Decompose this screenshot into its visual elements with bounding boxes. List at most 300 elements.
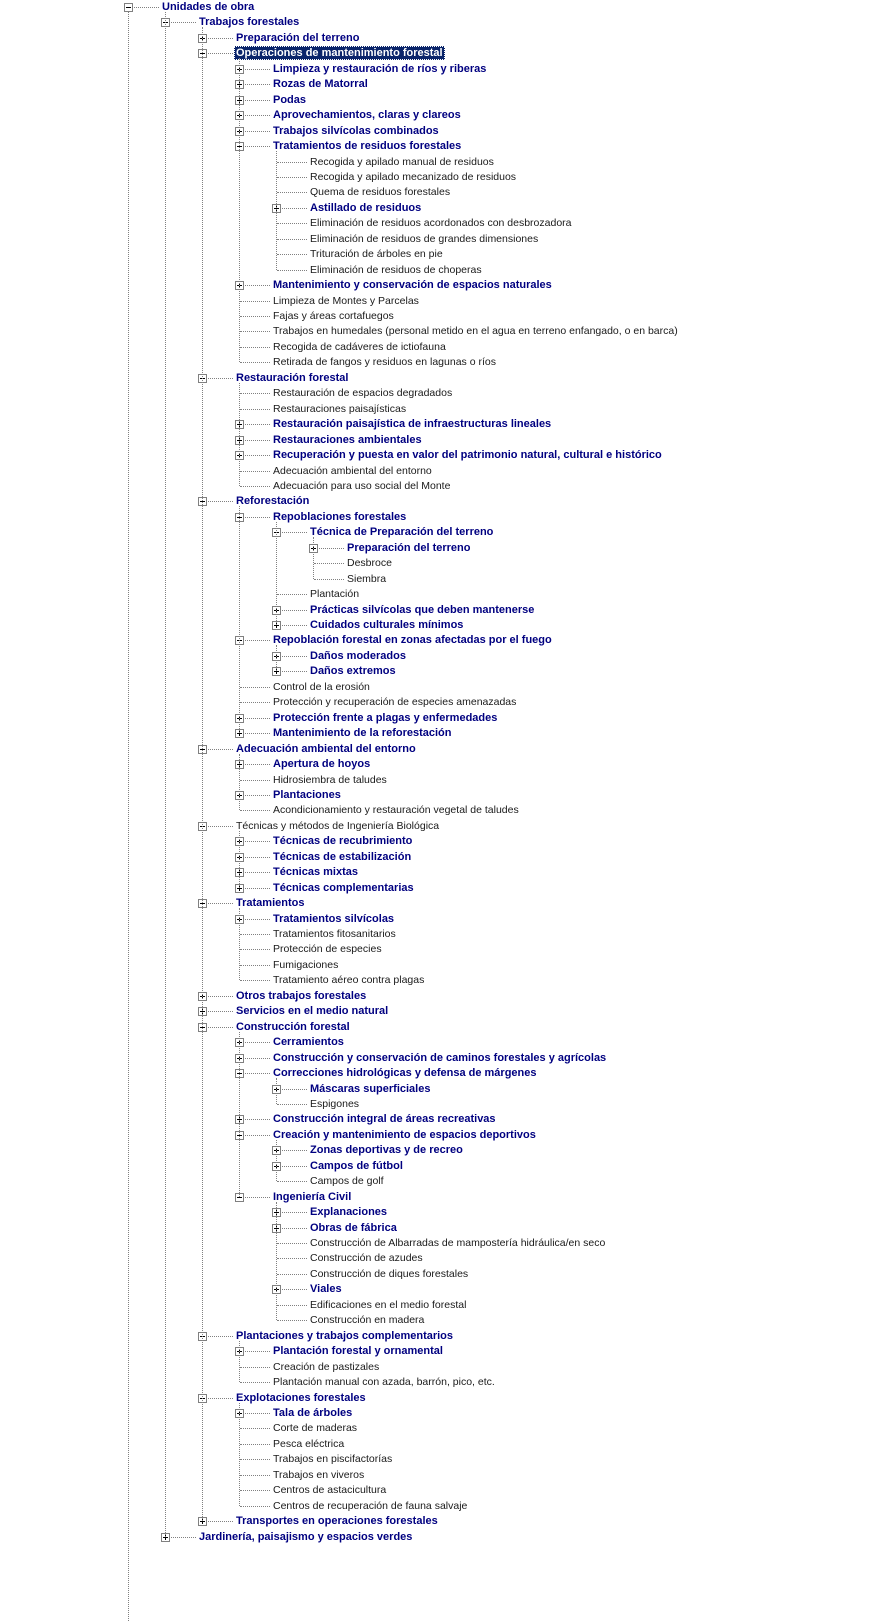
- tree-connector-line: [240, 934, 270, 935]
- tree-connector-line: [240, 1382, 270, 1383]
- tree-connector-vertical: [276, 151, 277, 270]
- tree-connector-line: [240, 872, 270, 873]
- tree-connector-vertical: [239, 1032, 240, 1197]
- tree-item-label[interactable]: Limpieza y restauración de ríos y riberas: [273, 62, 487, 75]
- tree-row[interactable]: [0, 448, 875, 464]
- tree-connector-line: [277, 1289, 307, 1290]
- tree-connector-line: [203, 378, 233, 379]
- tree-connector-line: [277, 223, 307, 224]
- tree-row[interactable]: [0, 881, 875, 897]
- tree-row[interactable]: [0, 294, 875, 310]
- tree-row[interactable]: [0, 1483, 875, 1499]
- tree-item-label[interactable]: Trabajos en humedales (personal metido en el agua en terreno enfangado, o en barca): [273, 325, 678, 338]
- tree-connector-line: [240, 733, 270, 734]
- tree-row[interactable]: [0, 587, 875, 603]
- tree-connector-vertical: [239, 1403, 240, 1506]
- tree-connector-line: [240, 424, 270, 425]
- tree-connector-line: [240, 764, 270, 765]
- tree-row[interactable]: [0, 0, 875, 16]
- tree-connector-line: [203, 1011, 233, 1012]
- tree-connector-line: [277, 1150, 307, 1151]
- tree-connector-line: [314, 548, 344, 549]
- tree-item-label[interactable]: Rozas de Matorral: [273, 78, 368, 91]
- tree-item-label[interactable]: Construcción de diques forestales: [310, 1267, 469, 1280]
- tree-connector-line: [277, 254, 307, 255]
- tree-connector-line: [240, 362, 270, 363]
- tree-connector-vertical: [239, 908, 240, 980]
- tree-row[interactable]: [0, 1205, 875, 1221]
- tree-row[interactable]: [0, 1391, 875, 1407]
- tree-row[interactable]: [0, 1344, 875, 1360]
- tree-item-label[interactable]: Daños extremos: [310, 665, 396, 678]
- tree-row[interactable]: [0, 912, 875, 928]
- tree-item-label[interactable]: Restauración de espacios degradados: [273, 387, 453, 400]
- tree-row[interactable]: [0, 124, 875, 140]
- tree-item-label[interactable]: Técnica de Preparación del terreno: [310, 526, 494, 539]
- tree-row[interactable]: [0, 355, 875, 371]
- tree-connector-line: [166, 22, 196, 23]
- tree-row[interactable]: [0, 1267, 875, 1283]
- tree-item-label[interactable]: Tratamiento aéreo contra plagas: [273, 974, 425, 987]
- tree-row[interactable]: [0, 1051, 875, 1067]
- tree-item-label[interactable]: Desbroce: [347, 557, 392, 570]
- tree-connector-line: [240, 1413, 270, 1414]
- tree-connector-line: [240, 455, 270, 456]
- tree-row[interactable]: [0, 15, 875, 31]
- tree-connector-line: [240, 702, 270, 703]
- tree-row[interactable]: [0, 247, 875, 263]
- tree-row[interactable]: [0, 1298, 875, 1314]
- tree-item-label[interactable]: Espigones: [310, 1097, 360, 1110]
- tree-item-label[interactable]: Servicios en el medio natural: [236, 1005, 389, 1018]
- tree-item-label[interactable]: Unidades de obra: [162, 1, 255, 13]
- tree-item-label[interactable]: Mantenimiento de la reforestación: [273, 727, 452, 740]
- tree-item-label[interactable]: Construcción de azudes: [310, 1252, 423, 1265]
- tree-connector-line: [277, 625, 307, 626]
- tree-row[interactable]: [0, 108, 875, 124]
- tree-connector-line: [277, 1274, 307, 1275]
- tree-row[interactable]: [0, 201, 875, 217]
- tree-item-label[interactable]: Retirada de fangos y residuos en lagunas o ríos: [273, 356, 496, 369]
- tree-row[interactable]: [0, 232, 875, 248]
- tree-item-label[interactable]: Restauración forestal: [236, 371, 349, 384]
- tree-row[interactable]: [0, 1143, 875, 1159]
- tree-item-label[interactable]: Adecuación ambiental del entorno: [273, 464, 432, 477]
- tree-item-label[interactable]: Adecuación ambiental del entorno: [236, 742, 416, 755]
- tree-row[interactable]: [0, 541, 875, 557]
- tree-item-label[interactable]: Recogida y apilado mecanizado de residuos: [310, 170, 517, 183]
- tree-row[interactable]: [0, 93, 875, 109]
- tree-connector-line: [240, 115, 270, 116]
- tree-item-label[interactable]: Construcción en madera: [310, 1314, 425, 1327]
- tree-row[interactable]: [0, 324, 875, 340]
- tree-item-label[interactable]: Técnicas de estabilización: [273, 850, 412, 863]
- tree-connector-line: [240, 1506, 270, 1507]
- tree-connector-line: [240, 1058, 270, 1059]
- tree-row[interactable]: [0, 927, 875, 943]
- tree-item-label[interactable]: Técnicas de recubrimiento: [273, 835, 413, 848]
- tree-item-label[interactable]: Tratamientos: [236, 897, 305, 910]
- tree-connector-vertical: [239, 754, 240, 811]
- tree-item-label[interactable]: Trituración de árboles en pie: [310, 248, 443, 261]
- tree-item-label[interactable]: Campos de fútbol: [310, 1159, 403, 1172]
- tree-item-label[interactable]: Transportes en operaciones forestales: [236, 1515, 438, 1528]
- tree-connector-line: [240, 780, 270, 781]
- tree-row[interactable]: [0, 942, 875, 958]
- tree-connector-line: [277, 1212, 307, 1213]
- tree-row[interactable]: [0, 618, 875, 634]
- tree-item-label[interactable]: Pesca eléctrica: [273, 1437, 345, 1450]
- collapse-minus-icon[interactable]: [124, 3, 133, 12]
- tree-row[interactable]: [0, 1221, 875, 1237]
- tree-connector-vertical: [239, 506, 240, 733]
- tree-row[interactable]: [0, 603, 875, 619]
- tree-connector-line: [203, 1336, 233, 1337]
- tree-row[interactable]: [0, 340, 875, 356]
- tree-item-label[interactable]: Zonas deportivas y de recreo: [310, 1144, 463, 1157]
- tree-connector-line: [240, 980, 270, 981]
- tree-connector-line: [240, 1459, 270, 1460]
- tree-row[interactable]: [0, 834, 875, 850]
- tree-connector-line: [240, 1135, 270, 1136]
- tree-row[interactable]: [0, 773, 875, 789]
- tree-item-label[interactable]: Correcciones hidrológicas y defensa de márgenes: [273, 1067, 537, 1080]
- tree-connector-line: [277, 532, 307, 533]
- tree-row[interactable]: [0, 865, 875, 881]
- tree-item-label[interactable]: Cuidados culturales mínimos: [310, 619, 464, 631]
- tree-connector-line: [240, 718, 270, 719]
- tree-connector-line: [277, 610, 307, 611]
- tree-row[interactable]: [0, 819, 875, 835]
- tree-item-label[interactable]: Técnicas mixtas: [273, 866, 358, 879]
- tree-item-label[interactable]: Daños moderados: [310, 649, 406, 662]
- tree-row[interactable]: [0, 46, 875, 62]
- tree-connector-line: [277, 1104, 307, 1105]
- tree-row[interactable]: [0, 711, 875, 727]
- tree-row[interactable]: [0, 1329, 875, 1345]
- tree-item-label[interactable]: Fumigaciones: [273, 958, 339, 971]
- tree-item-label[interactable]: Construcción y conservación de caminos forestales y agrícolas: [273, 1051, 607, 1064]
- tree-connector-line: [277, 177, 307, 178]
- tree-row[interactable]: [0, 556, 875, 572]
- tree-item-label[interactable]: Construcción de Albarradas de mampostería hidráulica/en seco: [310, 1237, 606, 1249]
- tree-item-label[interactable]: Explanaciones: [310, 1206, 388, 1219]
- tree-row[interactable]: [0, 757, 875, 773]
- tree-item-label[interactable]: Hidrosiembra de taludes: [273, 773, 387, 786]
- tree-item-label[interactable]: Eliminación de residuos de choperas: [310, 263, 482, 276]
- tree-row[interactable]: [0, 464, 875, 480]
- tree-item-label[interactable]: Ingeniería Civil: [273, 1190, 352, 1203]
- tree-connector-line: [240, 1428, 270, 1429]
- tree-item-label[interactable]: Acondicionamiento y restauración vegetal de taludes: [273, 804, 519, 817]
- tree-row[interactable]: [0, 31, 875, 47]
- tree-connector-line: [240, 471, 270, 472]
- tree-item-label[interactable]: Campos de golf: [310, 1175, 384, 1188]
- tree-item-label[interactable]: Protección frente a plagas y enfermedades: [273, 711, 498, 724]
- tree-row[interactable]: [0, 278, 875, 294]
- tree-connector-vertical: [276, 645, 277, 671]
- tree-connector-line: [240, 1042, 270, 1043]
- tree-connector-line: [277, 239, 307, 240]
- tree-item-label[interactable]: Mantenimiento y conservación de espacios naturales: [273, 279, 552, 292]
- tree-item-label[interactable]: Protección y recuperación de especies amenazadas: [273, 696, 517, 709]
- tree-item-label[interactable]: Reforestación: [236, 495, 310, 508]
- tree-connector-line: [203, 1398, 233, 1399]
- tree-connector-line: [240, 347, 270, 348]
- tree-item-label[interactable]: Centros de recuperación de fauna salvaje: [273, 1499, 468, 1512]
- tree-connector-line: [203, 53, 233, 54]
- tree-row[interactable]: [0, 726, 875, 742]
- tree-row[interactable]: [0, 633, 875, 649]
- tree-connector-line: [277, 1166, 307, 1167]
- tree-item-label[interactable]: Limpieza de Montes y Parcelas: [273, 294, 419, 307]
- tree-row[interactable]: [0, 1082, 875, 1098]
- tree-row[interactable]: [0, 1020, 875, 1036]
- tree-item-label-selected[interactable]: Operaciones de mantenimiento forestal: [236, 47, 443, 60]
- tree-connector-line: [277, 1258, 307, 1259]
- tree-item-label[interactable]: Preparación del terreno: [236, 31, 360, 44]
- tree-connector-line: [240, 486, 270, 487]
- tree-connector-vertical: [276, 1078, 277, 1104]
- tree-connector-vertical: [202, 27, 203, 1521]
- tree-row[interactable]: [0, 1530, 875, 1546]
- tree-item-label[interactable]: Podas: [273, 93, 307, 106]
- tree-item-label[interactable]: Recuperación y puesta en valor del patrimonio natural, cultural e histórico: [273, 449, 662, 462]
- tree-row[interactable]: [0, 1421, 875, 1437]
- tree-item-label[interactable]: Trabajos en piscifactorías: [273, 1453, 393, 1466]
- tree-connector-vertical: [239, 831, 240, 888]
- tree-connector-vertical: [276, 1202, 277, 1321]
- tree-row[interactable]: [0, 1251, 875, 1267]
- tree-row[interactable]: [0, 1004, 875, 1020]
- tree-item-label[interactable]: Trabajos forestales: [199, 16, 300, 29]
- tree-row[interactable]: [0, 510, 875, 526]
- tree-connector-line: [240, 131, 270, 132]
- tree-item-label[interactable]: Fajas y áreas cortafuegos: [273, 310, 394, 322]
- tree-item-label[interactable]: Trabajos en viveros: [273, 1468, 365, 1481]
- tree-row[interactable]: [0, 1174, 875, 1190]
- tree-connector-vertical: [313, 537, 314, 578]
- tree-row[interactable]: [0, 1360, 875, 1376]
- tree-connector-line: [240, 857, 270, 858]
- tree-item-label[interactable]: Eliminación de residuos acordonados con desbrozadora: [310, 217, 572, 230]
- tree-row[interactable]: [0, 788, 875, 804]
- tree-connector-vertical: [128, 12, 129, 1621]
- tree-row[interactable]: [0, 680, 875, 696]
- tree-connector-line: [277, 1243, 307, 1244]
- tree-row[interactable]: [0, 62, 875, 78]
- tree-item-label[interactable]: Trabajos silvícolas combinados: [273, 124, 439, 137]
- tree-row[interactable]: [0, 139, 875, 155]
- tree-row[interactable]: [0, 1097, 875, 1113]
- tree-item-label[interactable]: Plantación: [310, 588, 360, 601]
- tree-row[interactable]: [0, 958, 875, 974]
- tree-connector-vertical: [239, 58, 240, 362]
- tree-item-label[interactable]: Creación de pastizales: [273, 1360, 380, 1373]
- tree-connector-line: [277, 192, 307, 193]
- tree-connector-line: [240, 1197, 270, 1198]
- tree-connector-line: [277, 162, 307, 163]
- tree-row[interactable]: [0, 170, 875, 186]
- tree-row[interactable]: [0, 803, 875, 819]
- tree-row[interactable]: [0, 896, 875, 912]
- tree-row[interactable]: [0, 989, 875, 1005]
- tree-row[interactable]: [0, 973, 875, 989]
- tree-item-label[interactable]: Restauraciones ambientales: [273, 433, 422, 446]
- tree-connector-line: [240, 517, 270, 518]
- tree-connector-line: [314, 563, 344, 564]
- tree-item-label[interactable]: Recogida y apilado manual de residuos: [310, 155, 494, 168]
- tree-item-label[interactable]: Preparación del terreno: [347, 541, 471, 554]
- tree-item-label[interactable]: Cerramientos: [273, 1036, 344, 1049]
- tree-item-label[interactable]: Otros trabajos forestales: [236, 989, 367, 1002]
- tree-row[interactable]: [0, 1035, 875, 1051]
- tree-connector-line: [240, 100, 270, 101]
- tree-connector-line: [277, 1228, 307, 1229]
- tree-connector-line: [203, 1521, 233, 1522]
- tree-connector-line: [203, 826, 233, 827]
- tree-item-label[interactable]: Obras de fábrica: [310, 1221, 397, 1234]
- tree-connector-line: [203, 501, 233, 502]
- tree-row[interactable]: [0, 494, 875, 510]
- tree-item-label[interactable]: Tratamientos fitosanitarios: [273, 928, 396, 940]
- tree-row[interactable]: [0, 1499, 875, 1515]
- tree-item-label[interactable]: Apertura de hoyos: [273, 758, 371, 771]
- tree-connector-line: [203, 903, 233, 904]
- tree-connector-line: [240, 285, 270, 286]
- tree-row[interactable]: [0, 386, 875, 402]
- tree-connector-line: [277, 1181, 307, 1182]
- tree-connector-line: [240, 888, 270, 889]
- tree-row[interactable]: [0, 417, 875, 433]
- tree-row[interactable]: [0, 433, 875, 449]
- tree-row[interactable]: [0, 263, 875, 279]
- tree-connector-line: [277, 1305, 307, 1306]
- tree-connector-line: [240, 393, 270, 394]
- tree-item-label[interactable]: Recogida de cadáveres de ictiofauna: [273, 340, 446, 353]
- tree-item-label[interactable]: Eliminación de residuos de grandes dimensiones: [310, 232, 539, 245]
- tree-connector-line: [129, 7, 159, 8]
- tree-item-label[interactable]: Técnicas y métodos de Ingeniería Biológica: [236, 819, 440, 832]
- tree-connector-line: [240, 919, 270, 920]
- tree-row[interactable]: [0, 216, 875, 232]
- tree-row[interactable]: [0, 185, 875, 201]
- tree-connector-line: [240, 795, 270, 796]
- tree-connector-line: [240, 440, 270, 441]
- tree-connector-line: [240, 965, 270, 966]
- tree-row[interactable]: [0, 664, 875, 680]
- tree-row[interactable]: [0, 695, 875, 711]
- tree-row[interactable]: [0, 371, 875, 387]
- tree-row[interactable]: [0, 479, 875, 495]
- tree-row[interactable]: [0, 1452, 875, 1468]
- tree-connector-line: [240, 1475, 270, 1476]
- tree-item-label[interactable]: Aprovechamientos, claras y clareos: [273, 109, 461, 122]
- tree-item-label[interactable]: Quema de residuos forestales: [310, 186, 451, 199]
- tree-row[interactable]: [0, 1112, 875, 1128]
- tree-row[interactable]: [0, 1128, 875, 1144]
- tree-item-label[interactable]: Construcción integral de áreas recreativas: [273, 1113, 496, 1126]
- tree-item-label[interactable]: Plantaciones: [273, 788, 341, 801]
- tree-item-label[interactable]: Creación y mantenimiento de espacios deportivos: [273, 1128, 536, 1141]
- tree-row[interactable]: [0, 572, 875, 588]
- tree-connector-line: [240, 810, 270, 811]
- tree-item-label[interactable]: Plantación forestal y ornamental: [273, 1345, 443, 1358]
- tree-item-label[interactable]: Tratamientos silvícolas: [273, 912, 395, 925]
- tree-item-label[interactable]: Tratamientos de residuos forestales: [273, 140, 462, 153]
- tree-connector-line: [203, 1027, 233, 1028]
- tree-item-label[interactable]: Restauración paisajística de infraestructuras lineales: [273, 418, 552, 431]
- tree-row[interactable]: [0, 402, 875, 418]
- tree-connector-line: [240, 301, 270, 302]
- tree-connector-vertical: [239, 383, 240, 486]
- tree-connector-line: [240, 331, 270, 332]
- tree-row[interactable]: [0, 1468, 875, 1484]
- tree-row[interactable]: [0, 77, 875, 93]
- tree-item-label[interactable]: Adecuación para uso social del Monte: [273, 479, 451, 492]
- tree-connector-line: [240, 1351, 270, 1352]
- tree-connector-line: [277, 1089, 307, 1090]
- tree-item-label[interactable]: Control de la erosión: [273, 680, 370, 693]
- tree-item-label[interactable]: Tala de árboles: [273, 1406, 353, 1419]
- tree-connector-line: [240, 841, 270, 842]
- tree-connector-vertical: [239, 1341, 240, 1382]
- tree-connector-line: [240, 409, 270, 410]
- tree-item-label[interactable]: Centros de astacicultura: [273, 1484, 387, 1497]
- tree-item-label[interactable]: Repoblaciones forestales: [273, 510, 407, 523]
- tree-row[interactable]: [0, 1437, 875, 1453]
- tree-connector-vertical: [165, 12, 166, 1537]
- tree-item-label[interactable]: Edificaciones en el medio forestal: [310, 1298, 467, 1311]
- tree-item-label[interactable]: Plantación manual con azada, barrón, pico, etc.: [273, 1376, 495, 1389]
- tree-item-label[interactable]: Protección de especies: [273, 943, 382, 956]
- tree-item-label[interactable]: Máscaras superficiales: [310, 1082, 431, 1095]
- tree-row[interactable]: [0, 1159, 875, 1175]
- tree-row[interactable]: [0, 742, 875, 758]
- tree-row[interactable]: [0, 850, 875, 866]
- tree-item-label[interactable]: Plantaciones y trabajos complementarios: [236, 1329, 454, 1342]
- tree-row[interactable]: [0, 1190, 875, 1206]
- tree-item-label[interactable]: Prácticas silvícolas que deben mantenerse: [310, 603, 535, 616]
- tree-row[interactable]: [0, 1375, 875, 1391]
- tree-row[interactable]: [0, 155, 875, 171]
- tree-item-label[interactable]: Siembra: [347, 572, 387, 585]
- tree-row[interactable]: [0, 1066, 875, 1082]
- tree-item-label[interactable]: Jardinería, paisajismo y espacios verdes: [199, 1530, 413, 1543]
- tree-item-label[interactable]: Repoblación forestal en zonas afectadas por el fuego: [273, 634, 552, 647]
- tree-item-label[interactable]: Técnicas complementarias: [273, 881, 414, 894]
- tree-connector-line: [240, 316, 270, 317]
- tree-connector-line: [240, 69, 270, 70]
- tree-row[interactable]: [0, 649, 875, 665]
- tree-row[interactable]: [0, 309, 875, 325]
- tree-item-label[interactable]: Viales: [310, 1283, 342, 1296]
- tree-item-label[interactable]: Restauraciones paisajísticas: [273, 402, 407, 415]
- tree-row[interactable]: [0, 1236, 875, 1252]
- tree-item-label[interactable]: Astillado de residuos: [310, 201, 422, 214]
- tree-item-label[interactable]: Construcción forestal: [236, 1020, 350, 1033]
- tree-row[interactable]: [0, 1514, 875, 1530]
- tree-item-label[interactable]: Corte de maderas: [273, 1422, 358, 1435]
- tree-connector-line: [240, 1073, 270, 1074]
- tree-item-label[interactable]: Explotaciones forestales: [236, 1391, 366, 1404]
- tree-row[interactable]: [0, 1313, 875, 1329]
- tree-connector-line: [240, 640, 270, 641]
- tree-connector-line: [277, 208, 307, 209]
- tree-row[interactable]: [0, 525, 875, 541]
- tree-row[interactable]: [0, 1406, 875, 1422]
- tree-row[interactable]: [0, 1282, 875, 1298]
